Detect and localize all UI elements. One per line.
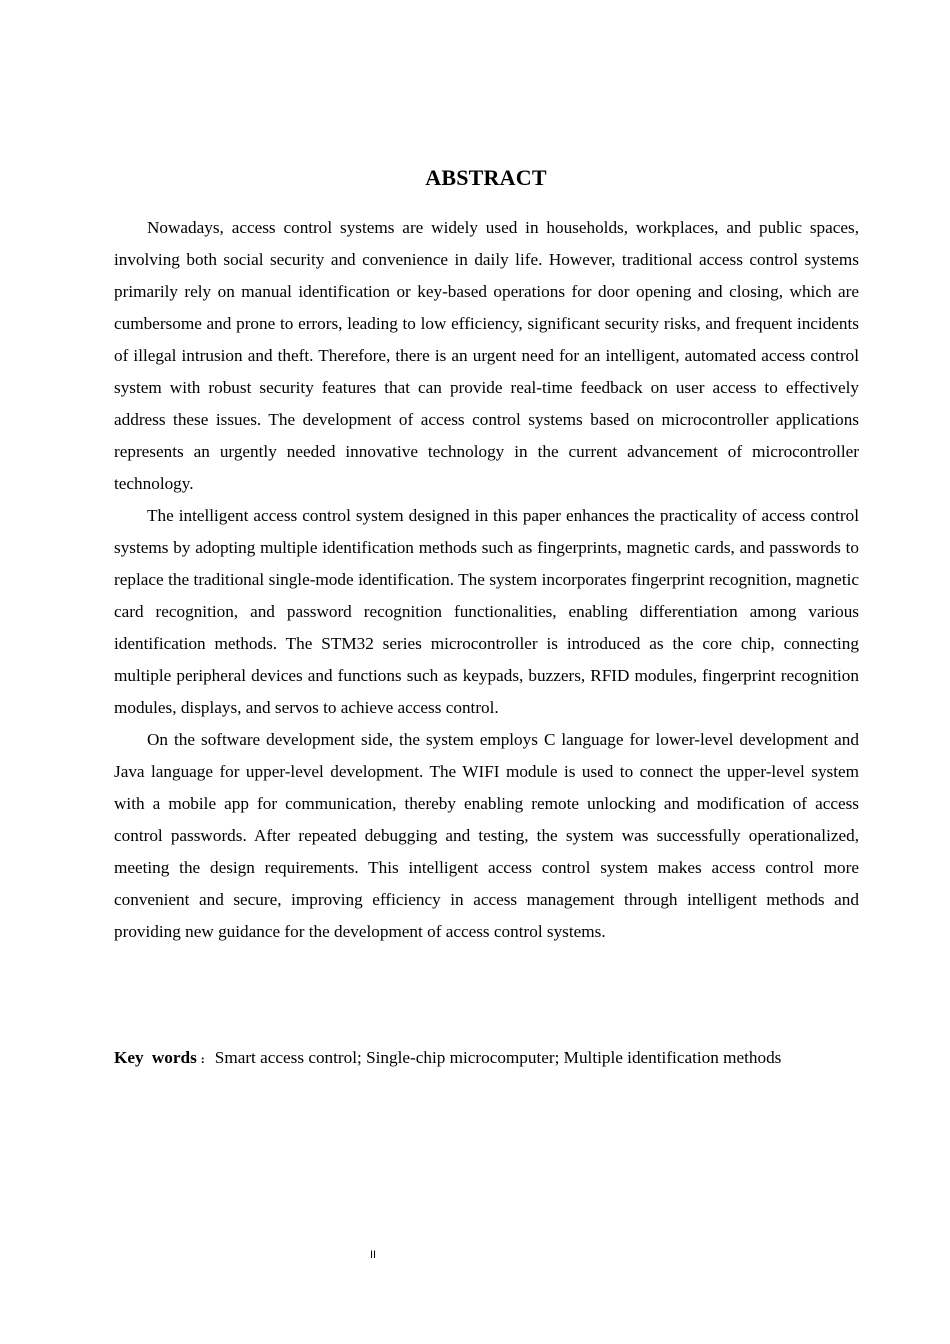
abstract-paragraph-1: Nowadays, access control systems are widely used in households, workplaces, and public spaces, involving both social security and convenience in daily life. However, traditional access control systems primarily rely on manual identification or key-based operations for door opening and closing, which are cumbersome and prone to errors, leading to low efficiency, significant security risks, and frequent incidents of illegal intrusion and theft. Therefore, there is an urgent need for an intelligent, automated access control system with robust security features that can provide real-time feedback on user access to effectively address these issues. The development of access control systems based on microcontroller applications represents an urgently needed innovative technology in the current advancement of microcontroller technology. <box>114 218 859 493</box>
abstract-paragraph-2: The intelligent access control system designed in this paper enhances the practicality of access control systems by adopting multiple identification methods such as fingerprints, magnetic cards, and passwords to replace the traditional single-mode identification. The system incorporates fingerprint recognition, magnetic card recognition, and password recognition functionalities, enabling differentiation among various identification methods. The STM32 series microcontroller is introduced as the core chip, connecting multiple peripheral devices and functions such as keypads, buzzers, RFID modules, fingerprint recognition modules, displays, and servos to achieve access control. <box>114 506 859 717</box>
page-number: II <box>370 1249 377 1261</box>
abstract-body <box>114 212 859 948</box>
keywords-line <box>114 1042 859 1075</box>
keywords-text: Smart access control; Single-chip microcomputer; Multiple identification methods <box>214 1048 782 1067</box>
keywords-label: Key words <box>114 1048 197 1067</box>
keywords-separator: : <box>200 1052 205 1066</box>
abstract-title: ABSTRACT <box>425 164 547 190</box>
abstract-paragraph-3: On the software development side, the system employs C language for lower-level development and Java language for upper-level development. The WIFI module is used to connect the upper-level system with a mobile app for communication, thereby enabling remote unlocking and modification of access control passwords. After repeated debugging and testing, the system was successfully operationalized, meeting the design requirements. This intelligent access control system makes access control more convenient and secure, improving efficiency in access management through intelligent methods and providing new guidance for the development of access control systems. <box>114 730 859 941</box>
